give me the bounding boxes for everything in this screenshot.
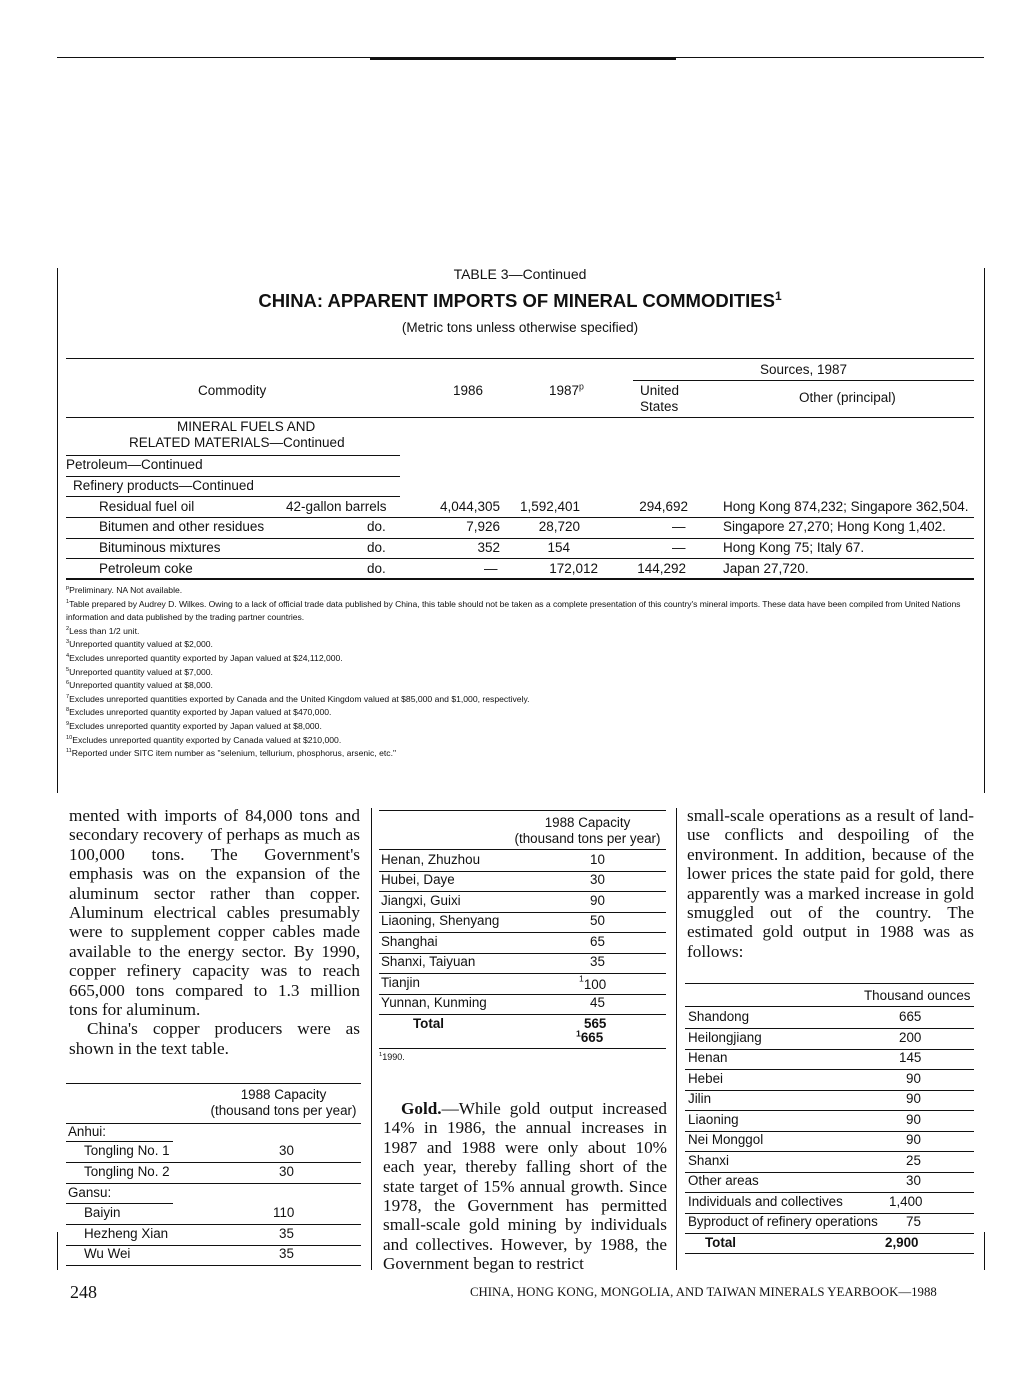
footnote-text: Less than 1/2 unit. [69, 625, 140, 636]
table-bottom-rule [685, 1253, 974, 1254]
row-name: Tongling No. 2 [84, 1164, 170, 1179]
gold-header: Thousand ounces [864, 988, 971, 1003]
row-value: 90 [906, 1091, 921, 1106]
row-commodity: Petroleum coke [99, 561, 193, 576]
table-footnotes [66, 584, 981, 761]
table-row [379, 850, 666, 872]
footnote-text: Excludes unreported quantity exported by Japan valued at $470,000. [69, 707, 332, 718]
footnote [66, 598, 981, 625]
footnote-mark: 1 [66, 598, 70, 605]
table-bottom-rule [379, 1048, 666, 1049]
row-value: 90 [906, 1071, 921, 1086]
table-row [66, 1244, 361, 1266]
row-name: Henan [688, 1050, 728, 1065]
row-value: 200 [899, 1030, 922, 1045]
header-united-states: United States [640, 383, 680, 414]
row-1987: 1,592,401 [519, 499, 580, 514]
footnote [66, 638, 981, 652]
table-row [685, 1110, 974, 1132]
row-name: Shanxi, Taiyuan [381, 954, 476, 969]
footnote-mark: 8 [66, 707, 70, 714]
footnote-mark: p [66, 585, 70, 592]
copper-table [66, 1083, 361, 1268]
row-value: 65 [590, 934, 605, 949]
row-value: 30 [906, 1173, 921, 1188]
row-value: 110 [273, 1205, 295, 1220]
table-row [685, 1069, 974, 1091]
row-name: Shanxi [688, 1153, 729, 1168]
column-separator [984, 1232, 985, 1270]
footnote-text: Unreported quantity valued at $8,000. [69, 680, 213, 691]
row-value: 90 [906, 1112, 921, 1127]
row-value: 30 [590, 872, 605, 887]
row-1987: 28,720 [538, 519, 580, 534]
group-label: Gansu: [68, 1185, 112, 1200]
footnote [66, 679, 981, 693]
header-1986: 1986 [453, 383, 484, 398]
footnote-mark: 5 [66, 666, 70, 673]
table-subtitle: (Metric tons unless otherwise specified) [401, 320, 639, 335]
copper-header-line1: 1988 Capacity [240, 1087, 327, 1102]
group-label: Petroleum—Continued [66, 457, 203, 472]
table-row [685, 1192, 974, 1214]
total-label: Total [705, 1235, 736, 1250]
row-us: — [672, 519, 686, 534]
footnote-mark: 4 [66, 653, 70, 660]
row-value: 50 [590, 913, 605, 928]
row-1987: 172,012 [549, 561, 598, 576]
row-other: Hong Kong 75; Italy 67. [723, 540, 865, 555]
group-rule [66, 476, 400, 477]
row-name: Heilongjiang [688, 1030, 762, 1045]
row-value: 25 [906, 1153, 921, 1168]
total-value: 2,900 [885, 1235, 919, 1250]
footnote [66, 693, 981, 707]
row-name: Shandong [688, 1009, 750, 1024]
row-commodity: Bituminous mixtures [99, 540, 221, 555]
footnote-mark: 10 [66, 734, 73, 741]
table-row [685, 1089, 974, 1111]
table-row [685, 1048, 974, 1070]
footnote-text: 1990. [382, 1052, 405, 1062]
value-text: 100 [583, 977, 607, 992]
row-us: 294,692 [639, 499, 688, 514]
gold-table [685, 983, 974, 1255]
footnote-text: Table prepared by Audrey D. Wilkes. Owing to a lack of official trade data published by China, this table should not be taken as a complete presentation of this country's mineral imports. These data have been compiled from United Nations information and data published by the trading partner countries. [66, 598, 961, 623]
row-commodity: Bitumen and other residues [99, 519, 265, 534]
row-us: 144,292 [637, 561, 686, 576]
table-top-rule [379, 810, 666, 811]
row-value: 35 [590, 954, 605, 969]
header-1987-sup: p [579, 381, 584, 392]
table-row [379, 911, 666, 933]
footnote-text: Reported under SITC item number as "selenium, tellurium, phosphorus, arsenic, etc." [71, 748, 397, 759]
row-value [579, 973, 607, 992]
table-caption: TABLE 3—Continued [453, 266, 587, 282]
row-commodity: Residual fuel oil [99, 499, 195, 514]
row-name: Tongling No. 1 [84, 1143, 170, 1158]
footnote-mark: 3 [66, 639, 70, 646]
footnote [66, 734, 981, 748]
header-1987-text: 1987 [549, 383, 580, 398]
header-rule-bottom [66, 417, 974, 418]
header-rule [66, 1123, 361, 1124]
row-name: Hebei [688, 1071, 723, 1086]
table-row [685, 1028, 974, 1050]
row-name: Liaoning [688, 1112, 739, 1127]
footnote-text: Unreported quantity valued at $7,000. [69, 666, 213, 677]
row-value: 30 [279, 1164, 294, 1179]
row-1986: 352 [477, 540, 500, 555]
footnote-mark: 11 [66, 748, 72, 755]
paragraph: mented with imports of 84,000 tons and secondary recovery of perhaps as much as 100,000 tons. The Government's emphasis was on the expansion of the aluminum sector rather than copper. Aluminum electrical cables presumably were to supplement copper cables made available to the energy sector. By 1990, copper refinery capacity was to reach 665,000 tons compared to 1.3 million tons for aluminum. [69, 806, 360, 1020]
row-name: Hezheng Xian [84, 1226, 169, 1241]
column-separator [371, 808, 372, 1270]
table-top-rule [685, 983, 974, 984]
total-value: 565 [584, 1016, 607, 1031]
footnote-mark: 9 [66, 721, 70, 728]
footnote [66, 666, 981, 680]
row-value: 90 [906, 1132, 921, 1147]
row-unit: do. [367, 561, 386, 576]
row-other: Hong Kong 874,232; Singapore 362,504. [723, 499, 969, 514]
row-name: Other areas [688, 1173, 759, 1188]
row-name: Shanghai [381, 934, 438, 949]
section-heading: Gold. [401, 1099, 442, 1118]
row-name: Yunnan, Kunming [381, 995, 487, 1010]
paragraph-text: —While gold output increased 14% in 1986, the annual increases in 1987 and 1988 were only about 10% each year, thereby falling short of the state target of 15% annual growth. Since 1978, the Government has permitted small-scale gold mining by individuals and collectives. However, by 1988, the Government began to restrict [383, 1099, 667, 1274]
header-1987 [549, 383, 584, 398]
row-name: Individuals and collectives [688, 1194, 843, 1209]
table-row [379, 973, 666, 995]
footnote-mark: 1 [379, 1052, 383, 1058]
table-frame-right [984, 268, 985, 793]
aluminum-header-line2: (thousand tons per year) [514, 831, 661, 846]
table-title-text: CHINA: APPARENT IMPORTS OF MINERAL COMMODITIES [258, 290, 775, 311]
row-value: 1,400 [889, 1194, 923, 1209]
row-name: Baiyin [84, 1205, 121, 1220]
row-other: Singapore 27,270; Hong Kong 1,402. [723, 519, 946, 534]
row-rule [66, 517, 974, 518]
row-1987: 154 [547, 540, 570, 555]
row-1986: — [484, 561, 498, 576]
table-row [379, 870, 666, 892]
row-value: 665 [899, 1009, 922, 1024]
row-value: 10 [590, 852, 605, 867]
group-label: Anhui: [68, 1124, 106, 1139]
sources-rule [633, 380, 974, 381]
header-rule-top [66, 358, 974, 359]
footnote [66, 652, 981, 666]
row-value: 75 [906, 1214, 921, 1229]
paragraph: China's copper producers were as shown in the text table. [69, 1019, 360, 1058]
row-rule [66, 538, 974, 539]
table-row [379, 952, 666, 974]
total-value-2 [576, 1030, 603, 1045]
row-value: 90 [590, 893, 605, 908]
section-label-line2: RELATED MATERIALS—Continued [129, 435, 345, 450]
row-unit: do. [367, 540, 386, 555]
footnote-mark: 7 [66, 693, 70, 700]
copper-header-line2: (thousand tons per year) [210, 1103, 357, 1118]
table-row [379, 891, 666, 913]
paragraph: small-scale operations as a result of land-use conflicts and despoiling of the environment. In addition, because of the lower prices the state paid for gold, there apparently was a marked increase in gold smuggled out of the country. The estimated gold output in 1988 was as follows: [687, 806, 974, 961]
table-row [66, 1203, 361, 1225]
column-3-text [687, 806, 974, 961]
table-row [685, 1151, 974, 1173]
row-value: 30 [279, 1143, 294, 1158]
row-name: Jiangxi, Guixi [381, 893, 461, 908]
footnote-text: Excludes unreported quantity exported by Japan valued at $8,000. [69, 720, 322, 731]
header-commodity: Commodity [198, 383, 267, 398]
running-title: CHINA, HONG KONG, MONGOLIA, AND TAIWAN MINERALS YEARBOOK—1988 [470, 1285, 937, 1299]
footnote [66, 625, 981, 639]
row-us: — [672, 540, 686, 555]
paragraph [383, 1099, 667, 1274]
row-name: Hubei, Daye [381, 872, 455, 887]
row-value: 35 [279, 1246, 294, 1261]
footnote [66, 584, 981, 598]
header-sources: Sources, 1987 [760, 362, 848, 377]
top-rule-thick [370, 57, 676, 60]
footnote-text: Excludes unreported quantity exported by Japan valued at $24,112,000. [69, 652, 343, 663]
table-row [685, 1007, 974, 1029]
table-row [685, 1171, 974, 1193]
row-rule [66, 558, 974, 559]
row-name: Byproduct of refinery operations [688, 1214, 878, 1229]
footnote-text: Excludes unreported quantities exported by Canada and the United Kingdom valued at $85,000 and $1,000, respectively. [69, 693, 530, 704]
column-separator [57, 1232, 58, 1270]
row-name: Tianjin [381, 975, 420, 990]
row-other: Japan 27,720. [723, 561, 809, 576]
header-other: Other (principal) [799, 390, 896, 405]
row-value: 35 [279, 1226, 294, 1241]
row-name: Nei Monggol [688, 1132, 764, 1147]
table-title [0, 290, 1031, 312]
table-top-rule [66, 1083, 361, 1084]
column-1-text [69, 806, 360, 1058]
table-frame-left [57, 268, 58, 793]
table-row [685, 1130, 974, 1152]
footnote-mark: 6 [66, 680, 70, 687]
aluminum-table [379, 810, 666, 1070]
row-1986: 7,926 [466, 519, 500, 534]
value-text: 665 [580, 1030, 604, 1045]
footnote-mark: 2 [66, 625, 70, 632]
row-name: Liaoning, Shenyang [381, 913, 500, 928]
footnote [66, 720, 981, 734]
table-row [66, 1224, 361, 1246]
table-row [685, 1212, 974, 1234]
footnote [66, 706, 981, 720]
footnote-text: Excludes unreported quantity exported by Canada valued at $210,000. [72, 734, 342, 745]
value-sup: 1 [576, 1028, 581, 1039]
row-value: 145 [899, 1050, 922, 1065]
footnote [66, 747, 981, 761]
row-value: 45 [590, 995, 605, 1010]
table-title-sup: 1 [774, 288, 782, 303]
footnote-text: Preliminary. NA Not available. [69, 585, 183, 595]
table-row [66, 1162, 361, 1184]
table-footnote [379, 1052, 405, 1062]
aluminum-header-line1: 1988 Capacity [544, 815, 631, 830]
column-separator [676, 808, 677, 1270]
row-name: Jilin [688, 1091, 712, 1106]
section-rule [66, 455, 400, 456]
page-number: 248 [70, 1282, 97, 1302]
row-name: Wu Wei [84, 1246, 131, 1261]
row-unit: 42-gallon barrels [286, 499, 387, 514]
row-1986: 4,044,305 [439, 499, 500, 514]
row-name: Henan, Zhuzhou [381, 852, 481, 867]
footnote-text: Unreported quantity valued at $2,000. [69, 639, 213, 650]
table-row [66, 1141, 361, 1163]
row-unit: do. [367, 519, 386, 534]
total-label: Total [413, 1016, 444, 1031]
table-row [379, 932, 666, 954]
subgroup-rule [66, 496, 400, 497]
table-bottom-rule [66, 578, 974, 580]
subgroup-label: Refinery products—Continued [73, 478, 254, 493]
table-row [379, 993, 666, 1015]
value-sup: 1 [579, 973, 584, 984]
column-2-text [383, 1099, 667, 1274]
section-label-line1: MINERAL FUELS AND [177, 419, 316, 434]
